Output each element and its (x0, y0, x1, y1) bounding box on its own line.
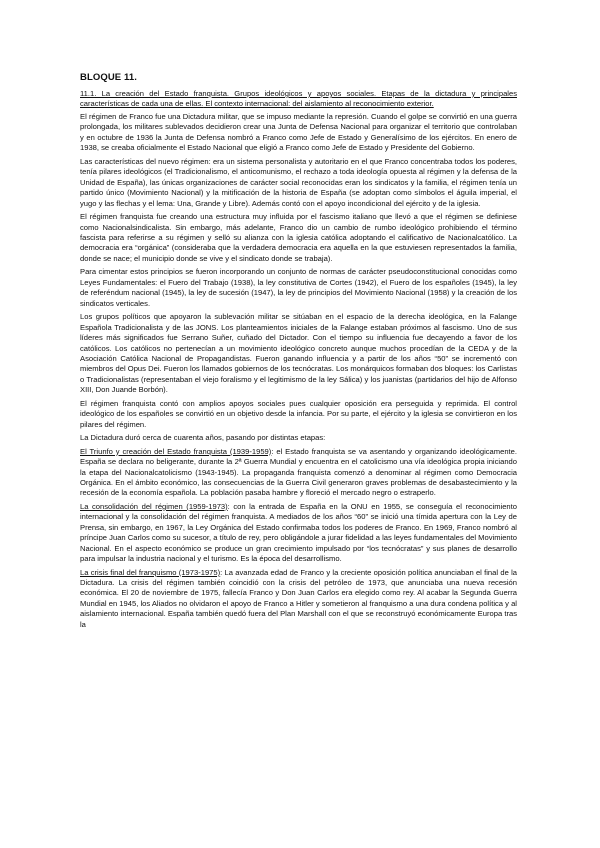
paragraph-dictadura: El régimen de Franco fue una Dictadura militar, que se impuso mediante la represión. Cuando el golpe se convirtió en una guerra prolongada, los militares sublevados decidieron crear una Junta de Defensa Nacional para organizar el territorio que controlaban y en octubre de 1936 la Junta de Defensa nombró a Franco como Jefe de Estado y Generalísimo de los ejércitos. En enero de 1938, se creaba oficialmente el Estado Nacional que eligió a Franco como Jefe de Estado y Presidente del Gobierno. (80, 112, 517, 153)
stage-3-text: : La avanzada edad de Franco y la creciente oposición política anunciaban el final de la Dictadura. La crisis del régimen también coincidió con la crisis del petróleo de 1973, que anunciaba una nueva recesión económica. El 20 de noviembre de 1975, fallecía Franco y Don Juan Carlos era elegido como rey. Al acabar la Segunda Guerra Mundial en 1945, los Aliados no olvidaron el apoyo de Franco a Hitler y sometieron al franquismo a una dura condena política y al aislamiento internacional. España también quedó fuera del Plan Marshall con el que se reconstruyó económicamente Europa tras la (80, 567, 517, 629)
paragraph-leyes-fundamentales: Para cimentar estos principios se fueron incorporando un conjunto de normas de carácter pseudoconstitucional conocidas como Leyes Fundamentales: el Fuero del Trabajo (1938), la ley constitutiva de Cortes (1942), el Fuero de los españoles (1945), la ley de referéndum nacional (1945), la ley de sucesión (1947), la ley de principios del Movimiento Nacional (1958) y la creación de los sindicatos verticales. (80, 267, 517, 308)
stage-3-label: La crisis final del franquismo (1973-1975) (80, 567, 221, 577)
stage-2-text: : con la entrada de España en la ONU en 1955, se conseguía el reconocimiento internacional y la consolidación del régimen franquista. A mediados de los años “60” se inició una tímida apertura con la Ley de Prensa, sin embargo, en 1967, la Ley Orgánica del Estado confirmaba todos los poderes de Franco. En 1969, Franco nombró al príncipe Juan Carlos como su sucesor, a título de rey, pero obligándole a jurar fidelidad a las leyes fundamentales del Movimiento Nacional. En el aspecto económico se produce un gran crecimiento impulsado por “los tecnócratas” y sus planes de desarrollo para impulsar la industria nacional y el turismo. Es la época del desarrollismo. (80, 501, 517, 564)
paragraph-nacionalsindicalismo: El régimen franquista fue creando una estructura muy influida por el fascismo italiano que llevó a que el régimen se definiese como Nacionalsindicalista. Sin embargo, más adelante, Franco dio un cambio de rumbo ideológico prohibiendo el término fascista para referirse a su régimen y selló su alianza con la iglesia católica adoptando el calificativo de Nacionalcatólico. La democracia era “orgánica” (consideraba que la verdadera democracia era aquella en la que estuviesen representados la familia, donde se nace; el municipio donde se vive y el sindicato donde se trabaja). (80, 212, 517, 263)
paragraph-grupos-politicos: Los grupos políticos que apoyaron la sublevación militar se sitúaban en el espacio de la derecha ideológica, en la Falange Española Tradicionalista y de las JONS. Los planteamientos iniciales de la Falange estaban próximos al fascismo. Uno de sus líderes más significados fue Serrano Suñer, cuñado del Dictador. Con el tiempo su influencia fue decayendo a favor de los católicos. Los católicos no pertenecían a un movimiento ideológico concreto aunque muchos procedían de la CEDA y de la Asociación Católica Nacional de Propagandistas. Fueron ganando influencia y a partir de los años “50” se incrementó con miembros del Opus Dei. Fueron los llamados gobiernos de los tecnócratas. Los monárquicos formaban dos bloques: los Carlistas o Tradicionalistas (representaban el viejo foralismo y el legitimismo de la ley Sálica) y los juanistas (partidarios del hijo de Alfonso XIII, Don Juande Borbón). (80, 312, 517, 395)
title-topic: 11.1. La creación del Estado franquista. Grupos ideológicos y apoyos sociales. Etapas de la dictadura y principales características de cada una de ellas. (80, 89, 517, 108)
paragraph-stage-1 (80, 447, 517, 499)
section-title (80, 89, 517, 109)
paragraph-stage-2 (80, 502, 517, 565)
paragraph-stage-3 (80, 568, 517, 631)
paragraph-apoyos-sociales: El régimen franquista contó con amplios apoyos sociales pues cualquier oposición era perseguida y reprimida. El control ideológico de los españoles se convirtió en un objetivo desde la infancia. Por su parte, el ejército y la iglesia se convirtieron en los pilares del régimen. (80, 398, 517, 429)
title-context: El contexto internacional: del aislamiento al reconocimiento exterior. (203, 99, 434, 108)
paragraph-etapas-intro: La Dictadura duró cerca de cuarenta años, pasando por distintas etapas: (80, 433, 326, 443)
stage-1-label: El Triunfo y creación del Estado franquista (1939-1959) (80, 446, 272, 456)
stage-2-label: La consolidación del régimen (1959-1973) (80, 501, 228, 511)
paragraph-caracteristicas: Las características del nuevo régimen: era un sistema personalista y autoritario en el que Franco concentraba todos los poderes, tenía pilares ideológicos (el Tradicionalismo, el anticomunismo, el rechazo a toda ideología opuesta al régimen y la defensa de la Unidad de España), las únicas organizaciones de carácter social reconocidas eran los sindicatos y la familia, el régimen tenía un partido único (Movimiento Nacional) y la mitificación de la historia de España (se adoptan como símbolos el águila imperial, el yugo y las flechas y el lema: Una, Grande y Libre). Además contó con el apoyo incondicional del ejército y de la iglesia. (80, 156, 517, 208)
stage-1-text: : el Estado franquista se va asentando y organizando ideológicamente. España se declara no beligerante, durante la 2ª Guerra Mundial y encuentra en el catolicismo una vía ideológica propia iniciando la etapa del Nacionalcatolicismo (1943-1945). La propaganda franquista comenzó a denominar al régimen como Democracia Orgánica. En el ámbito económico, las consecuencias de la Guerra Civil generaron graves problemas de desabastecimiento y la recesión de la economía española. La población pasaba hambre y floreció el mercado negro o estraperlo. (80, 446, 517, 498)
document-page (80, 72, 517, 633)
section-heading: BLOQUE 11. (80, 72, 137, 83)
